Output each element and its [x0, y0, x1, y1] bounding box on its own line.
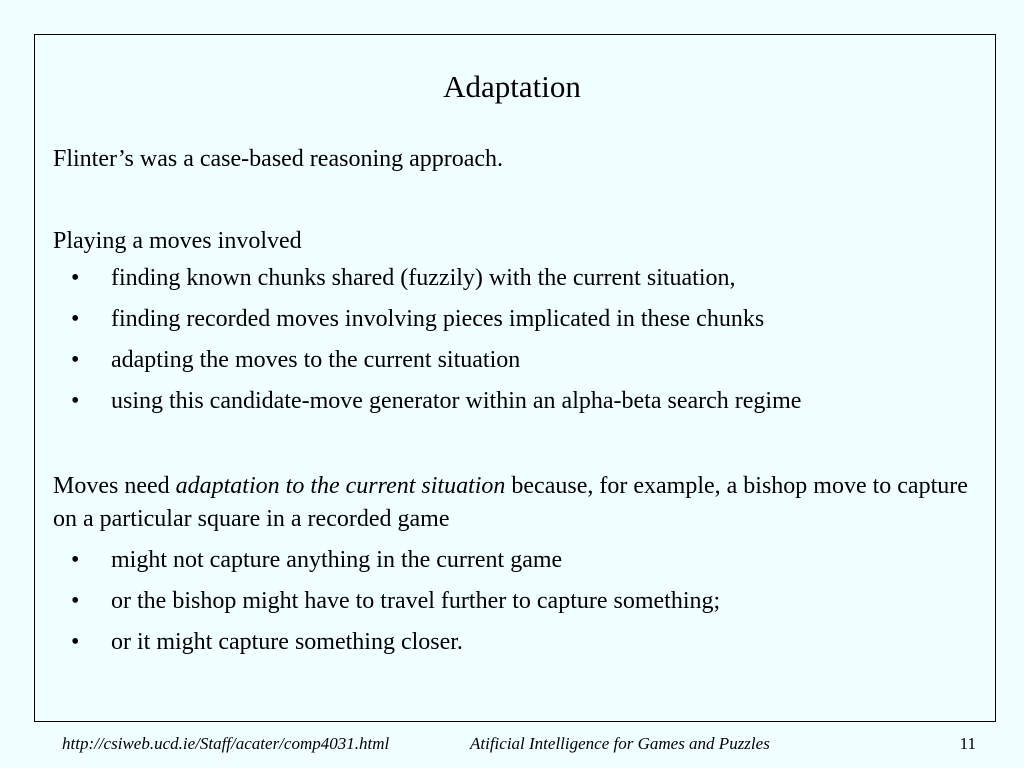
- list-item: [53, 622, 983, 663]
- list-item: [53, 258, 983, 299]
- adaptation-text-after: because, for example, a bishop move to capture on a particular square in a recorded game: [53, 473, 968, 532]
- bullet-icon: •: [71, 547, 80, 573]
- moves-bullet-list: [53, 258, 983, 422]
- bullet-icon: •: [71, 629, 80, 655]
- bullet-icon: •: [71, 388, 80, 414]
- list-item-text: using this candidate-move generator within an alpha-beta search regime: [111, 388, 802, 414]
- list-item: [53, 381, 983, 422]
- adaptation-emphasis: adaptation to the current situation: [175, 473, 506, 499]
- list-item: [53, 540, 983, 581]
- slide-content: [53, 142, 983, 663]
- slide-footer: [0, 732, 1024, 756]
- bullet-icon: •: [71, 588, 80, 614]
- list-item-text: or it might capture something closer.: [111, 629, 463, 655]
- bullet-icon: •: [71, 306, 80, 332]
- list-item-text: finding known chunks shared (fuzzily) with the current situation,: [111, 265, 736, 291]
- list-item-text: adapting the moves to the current situation: [111, 347, 521, 373]
- footer-course-title: Atificial Intelligence for Games and Puzzles: [470, 734, 770, 753]
- adaptation-paragraph: [53, 470, 983, 536]
- example-bullet-list: [53, 540, 983, 663]
- intro-paragraph: Flinter’s was a case-based reasoning approach.: [53, 146, 504, 172]
- list-item-text: finding recorded moves involving pieces implicated in these chunks: [111, 306, 765, 332]
- spacer: [53, 422, 983, 470]
- page-number: 11: [959, 734, 976, 753]
- bullet-icon: •: [71, 265, 80, 291]
- list-item: [53, 581, 983, 622]
- moves-heading: Playing a moves involved: [53, 228, 302, 254]
- list-item: [53, 299, 983, 340]
- list-item: [53, 340, 983, 381]
- list-item-text: or the bishop might have to travel further to capture something;: [111, 588, 721, 614]
- footer-url: http://csiweb.ucd.ie/Staff/acater/comp4031.html: [62, 734, 390, 753]
- list-item-text: might not capture anything in the current game: [111, 547, 563, 573]
- bullet-icon: •: [71, 347, 80, 373]
- slide-title: Adaptation: [443, 69, 581, 104]
- adaptation-text-before: Moves need: [53, 473, 176, 499]
- spacer: [53, 176, 983, 224]
